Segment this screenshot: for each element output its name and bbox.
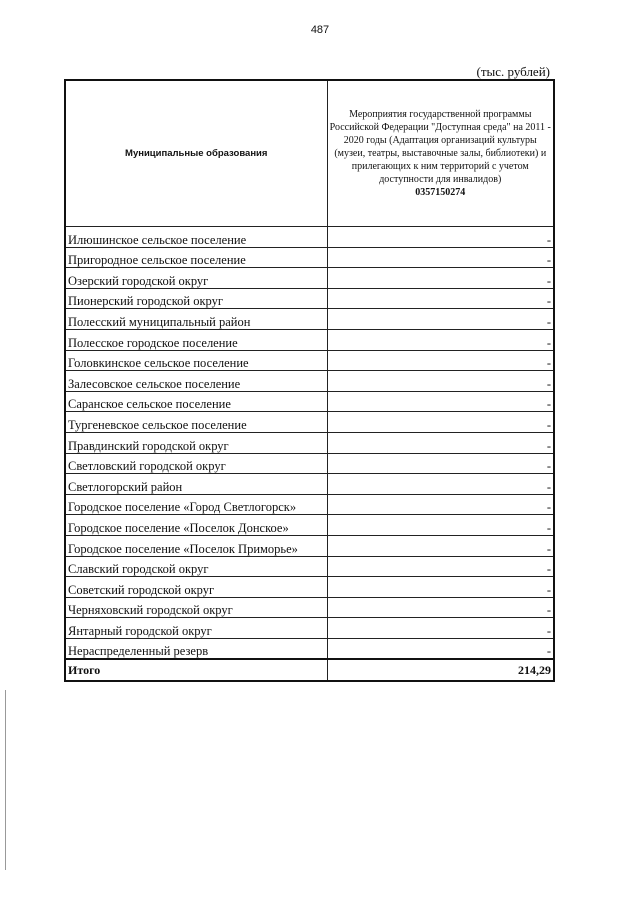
- table-row: [65, 227, 554, 248]
- municipality-value: -: [327, 453, 554, 474]
- table-row: [65, 371, 554, 392]
- page-number: 487: [310, 24, 330, 36]
- municipality-value: -: [327, 597, 554, 618]
- municipality-name: Саранское сельское поселение: [65, 391, 327, 412]
- table-row: [65, 638, 554, 659]
- municipality-name: Илюшинское сельское поселение: [65, 227, 327, 248]
- table-row: [65, 474, 554, 495]
- table-row: [65, 577, 554, 598]
- municipality-value: -: [327, 515, 554, 536]
- municipality-name: Пригородное сельское поселение: [65, 247, 327, 268]
- municipality-value: -: [327, 474, 554, 495]
- table-row: [65, 535, 554, 556]
- municipality-name: Городское поселение «Поселок Донское»: [65, 515, 327, 536]
- municipality-name: Озерский городской округ: [65, 268, 327, 289]
- municipality-name: Славский городской округ: [65, 556, 327, 577]
- municipality-name: Светловский городской округ: [65, 453, 327, 474]
- municipality-name: Городское поселение «Поселок Приморье»: [65, 535, 327, 556]
- table-row: [65, 391, 554, 412]
- table-row: [65, 329, 554, 350]
- header-program-code: 0357150274: [415, 187, 466, 198]
- table-row: [65, 618, 554, 639]
- municipality-value: -: [327, 350, 554, 371]
- table-row: [65, 494, 554, 515]
- municipality-value: -: [327, 288, 554, 309]
- table-row: [65, 432, 554, 453]
- municipality-value: -: [327, 618, 554, 639]
- municipality-name: Городское поселение «Город Светлогорск»: [65, 494, 327, 515]
- table-row: [65, 412, 554, 433]
- municipality-value: -: [327, 577, 554, 598]
- municipality-name: Черняховский городской округ: [65, 597, 327, 618]
- municipality-value: -: [327, 494, 554, 515]
- header-program-text: Мероприятия государственной программы Российской Федерации "Доступная среда" на 2011 - 2020 годы (Адаптация организаций культуры (музеи, театры, выставочные залы, библиотеки) и прилегающих к ним территорий с учетом доступности для инвалидов): [329, 109, 551, 185]
- table-row: [65, 556, 554, 577]
- budget-table: [64, 79, 555, 682]
- municipality-name: Головкинское сельское поселение: [65, 350, 327, 371]
- table-row: [65, 247, 554, 268]
- municipality-value: -: [327, 329, 554, 350]
- municipality-value: -: [327, 412, 554, 433]
- units-label: (тыс. рублей): [476, 64, 550, 79]
- header-municipalities: Муниципальные образования: [65, 80, 327, 227]
- municipality-value: -: [327, 371, 554, 392]
- municipality-name: Полесское городское поселение: [65, 329, 327, 350]
- municipality-name: Правдинский городской округ: [65, 432, 327, 453]
- municipality-value: -: [327, 309, 554, 330]
- municipality-value: -: [327, 247, 554, 268]
- table-row: [65, 268, 554, 289]
- municipality-name: Нераспределенный резерв: [65, 638, 327, 659]
- total-label: Итого: [65, 659, 327, 681]
- municipality-name: Залесовское сельское поселение: [65, 371, 327, 392]
- municipality-value: -: [327, 556, 554, 577]
- table-row: [65, 288, 554, 309]
- municipality-name: Пионерский городской округ: [65, 288, 327, 309]
- table-row: [65, 309, 554, 330]
- municipality-name: Советский городской округ: [65, 577, 327, 598]
- municipality-value: -: [327, 535, 554, 556]
- total-value: 214,29: [327, 659, 554, 681]
- municipality-name: Янтарный городской округ: [65, 618, 327, 639]
- municipality-value: -: [327, 432, 554, 453]
- header-program: [327, 80, 554, 227]
- total-row: [65, 659, 554, 681]
- municipality-name: Светлогорский район: [65, 474, 327, 495]
- municipality-name: Полесский муниципальный район: [65, 309, 327, 330]
- table-body: [65, 227, 554, 660]
- municipality-name: Тургеневское сельское поселение: [65, 412, 327, 433]
- municipality-value: -: [327, 638, 554, 659]
- table-row: [65, 597, 554, 618]
- table-header-row: [65, 80, 554, 227]
- table-row: [65, 515, 554, 536]
- municipality-value: -: [327, 268, 554, 289]
- municipality-value: -: [327, 227, 554, 248]
- table-row: [65, 350, 554, 371]
- municipality-value: -: [327, 391, 554, 412]
- left-margin-line: [5, 690, 6, 870]
- table-row: [65, 453, 554, 474]
